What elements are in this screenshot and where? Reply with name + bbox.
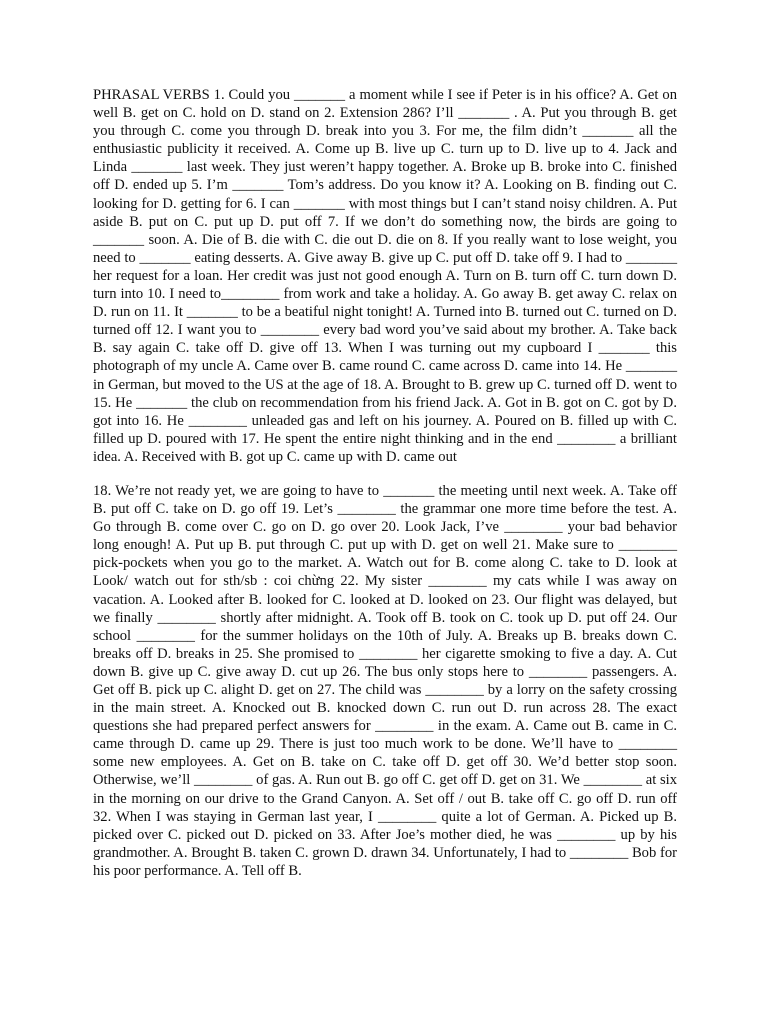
- document-page: [93, 86, 677, 880]
- paragraph-questions-1-17: PHRASAL VERBS 1. Could you _______ a moment while I see if Peter is in his office? A. Get on well B. get on C. hold on D. stand on 2. Extension 286? I’ll _______ . A. Put you through B. get you through C. come you through D. break into you 3. For me, the film didn’t _______ all the enthusiastic publicity it received. A. Come up B. live up C. turn up to D. live up to 4. Jack and Linda _______ last week. They just weren’t happy together. A. Broke up B. broke into C. finished off D. ended up 5. I’m _______ Tom’s address. Do you know it? A. Looking on B. finding out C. looking for D. getting for 6. I can _______ with most things but I can’t stand noisy children. A. Put aside B. put on C. put up D. put off 7. If we don’t do something now, the birds are going to _______ soon. A. Die of B. die with C. die out D. die on 8. If you really want to lose weight, you need to _______ eating desserts. A. Give away B. give up C. put off D. take off 9. I had to _______ her request for a loan. Her credit was just not good enough A. Turn on B. turn off C. turn down D. turn into 10. I need to________ from work and take a holiday. A. Go away B. get away C. relax on D. run on 11. It _______ to be a beatiful night tonight! A. Turned into B. turned out C. turned on D. turned off 12. I want you to ________ every bad word you’ve said about my brother. A. Take back B. say again C. take off D. give off 13. When I was turning out my cupboard I _______ this photograph of my uncle A. Came over B. came round C. came across D. came into 14. He _______ in German, but moved to the US at the age of 18. A. Brought to B. grew up C. turned off D. went to 15. He _______ the club on recommendation from his friend Jack. A. Got in B. got on C. got by D. got into 16. He ________ unleaded gas and left on his journey. A. Poured on B. filled up with C. filled up D. poured with 17. He spent the entire night thinking and in the end ________ a brilliant idea. A. Received with B. got up C. came up with D. came out: [93, 87, 677, 465]
- paragraph-questions-18-34: 18. We’re not ready yet, we are going to have to _______ the meeting until next week. A. Take off B. put off C. take on D. go off 19. Let’s ________ the grammar one more time before the test. A. Go through B. come over C. go on D. go over 20. Look Jack, I’ve ________ your bad behavior long enough! A. Put up B. put through C. put up with D. get on well 21. Make sure to ________ pick-pockets when you go to the market. A. Watch out for B. come along C. take to D. look at Look/ watch out for sth/sb : coi chừng 22. My sister ________ my cats while I was away on vacation. A. Looked after B. looked for C. looked at D. looked on 23. Our flight was delayed, but we finally ________ shortly after midnight. A. Took off B. took on C. took up D. put off 24. Our school ________ for the summer holidays on the 10th of July. A. Breaks up B. breaks down C. breaks off D. breaks in 25. She promised to ________ her cigarette smoking to five a day. A. Cut down B. give up C. give away D. cut up 26. The bus only stops here to ________ passengers. A. Get off B. pick up C. alight D. get on 27. The child was ________ by a lorry on the safety crossing in the main street. A. Knocked out B. knocked down C. run out D. run across 28. The exact questions she had prepared perfect answers for ________ in the exam. A. Came out B. came in C. came through D. came up 29. There is just too much work to be done. We’ll have to ________ some new employees. A. Get on B. take on C. take off D. get off 30. We’d better stop soon. Otherwise, we’ll ________ of gas. A. Run out B. go off C. get off D. get on 31. We ________ at six in the morning on our drive to the Grand Canyon. A. Set off / out B. take off C. go off D. run off 32. When I was staying in German last year, I ________ quite a lot of German. A. Picked up B. picked over C. picked out D. picked on 33. After Joe’s mother died, he was ________ up by his grandmother. A. Brought B. taken C. grown D. drawn 34. Unfortunately, I had to ________ Bob for his poor performance. A. Tell off B.: [93, 482, 677, 879]
